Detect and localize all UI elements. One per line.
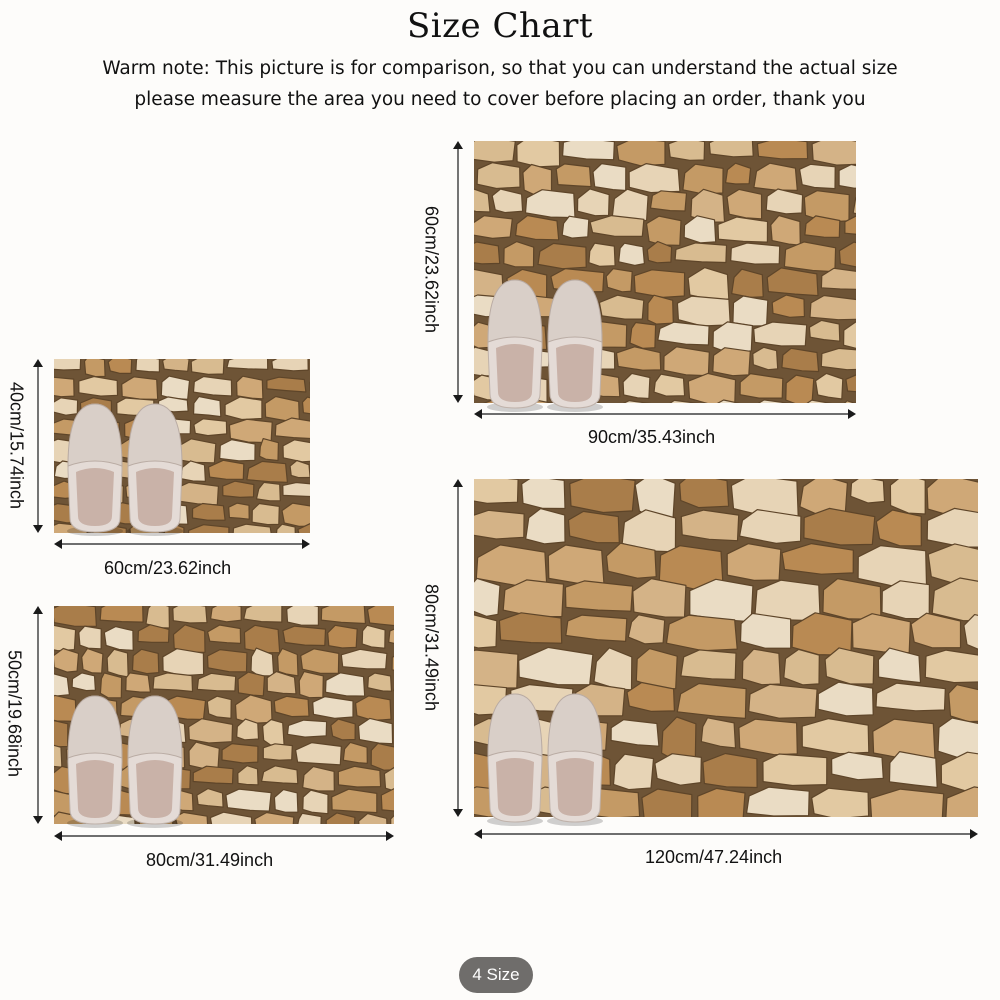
slippers-icon [482, 690, 606, 826]
width-arrow-90x60 [474, 408, 856, 420]
width-label-60x40: 60cm/23.62inch [104, 558, 232, 578]
height-arrow-120x80 [452, 479, 464, 817]
height-arrow-60x40 [32, 359, 44, 533]
height-label-60x40: 40cm/15.74inch [6, 381, 27, 510]
width-arrow-60x40 [54, 538, 310, 550]
width-arrow-80x50 [54, 830, 394, 842]
warm-note-line-1: Warm note: This picture is for comparison, so that you can understand the actual size [102, 58, 898, 79]
slippers-icon [62, 400, 186, 536]
height-arrow-80x50 [32, 606, 44, 824]
width-label-80x50: 80cm/31.49inch [146, 850, 274, 870]
height-label-90x60: 60cm/23.62inch [421, 205, 442, 334]
slippers-icon [482, 276, 606, 412]
width-label-120x80: 120cm/47.24inch [645, 847, 783, 867]
height-arrow-90x60 [452, 141, 464, 403]
width-arrow-120x80 [474, 828, 978, 840]
warm-note-line-2: please measure the area you need to cover before placing an order, thank you [134, 89, 866, 110]
height-label-120x80: 80cm/31.49inch [421, 583, 442, 712]
size-count-badge: 4 Size [459, 957, 533, 993]
width-label-90x60: 90cm/35.43inch [588, 427, 716, 447]
height-label-80x50: 50cm/19.68inch [4, 649, 25, 778]
page-title: Size Chart [406, 6, 594, 46]
slippers-icon [62, 692, 186, 828]
